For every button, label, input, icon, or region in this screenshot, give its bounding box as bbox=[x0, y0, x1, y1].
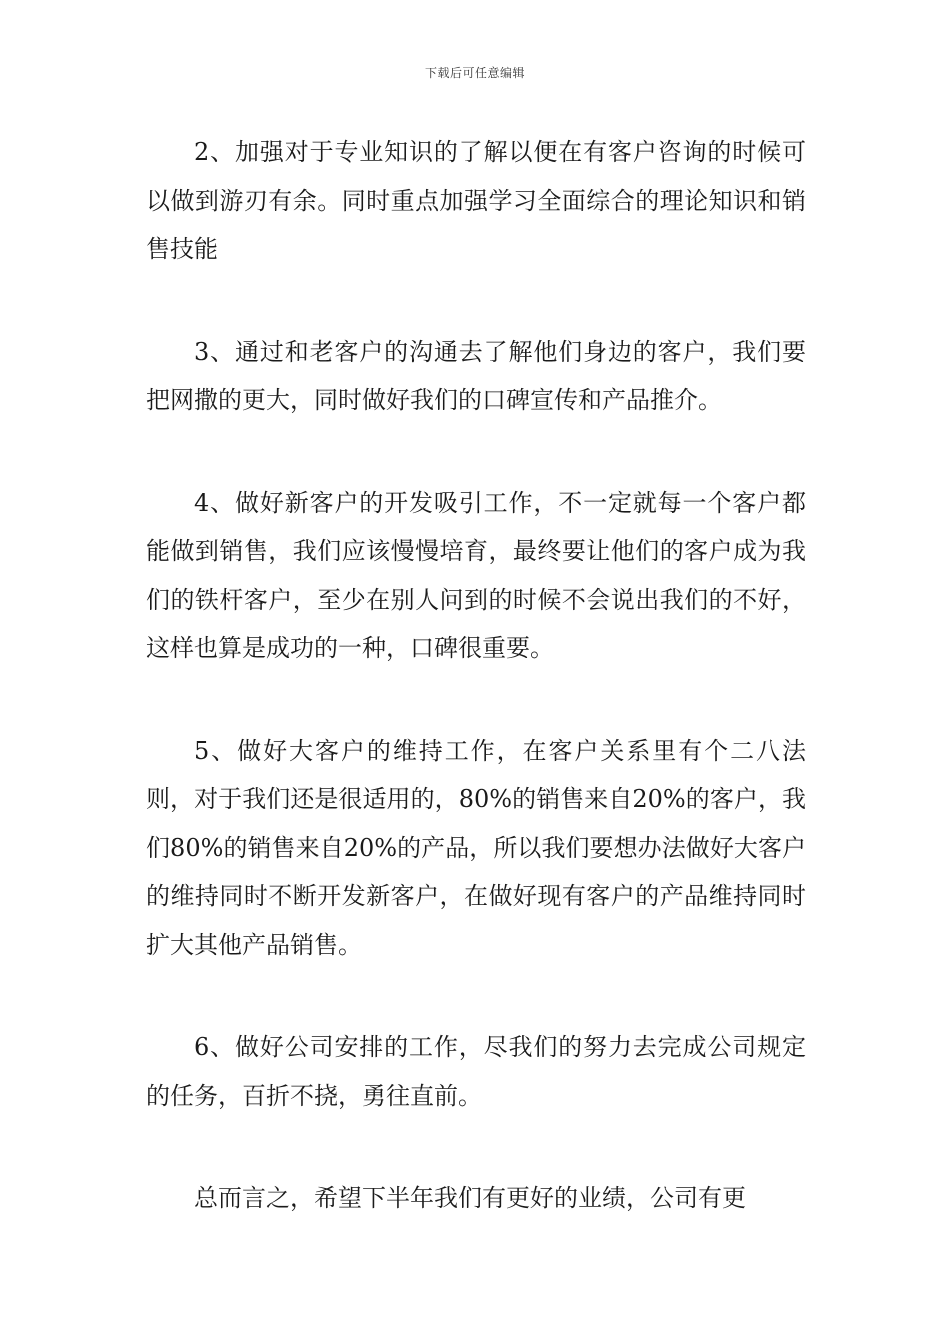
document-body bbox=[146, 128, 806, 1223]
paragraph-4: 4、做好新客户的开发吸引工作，不一定就每一个客户都能做到销售，我们应该慢慢培育，最终要让他们的客户成为我们的铁杆客户，至少在别人问到的时候不会说出我们的不好，这样也算是成功的一种，口碑很重要。 bbox=[146, 488, 806, 662]
paragraph-5: 5、做好大客户的维持工作，在客户关系里有个二八法则，对于我们还是很适用的，80%的销售来自20%的客户，我们80%的销售来自20%的产品，所以我们要想办法做好大客户的维持同时不断开发新客户，在做好现有客户的产品维持同时扩大其他产品销售。 bbox=[146, 736, 806, 959]
paragraph-summary: 总而言之，希望下半年我们有更好的业绩，公司有更 bbox=[194, 1184, 746, 1212]
page-header: 下载后可任意编辑 bbox=[424, 66, 525, 80]
paragraph-2: 2、加强对于专业知识的了解以便在有客户咨询的时候可以做到游刃有余。同时重点加强学习全面综合的理论知识和销售技能 bbox=[146, 138, 806, 263]
paragraph-3: 3、通过和老客户的沟通去了解他们身边的客户，我们要把网撒的更大，同时做好我们的口碑宣传和产品推介。 bbox=[146, 337, 806, 414]
paragraph-6: 6、做好公司安排的工作，尽我们的努力去完成公司规定的任务，百折不挠，勇往直前。 bbox=[146, 1033, 806, 1110]
